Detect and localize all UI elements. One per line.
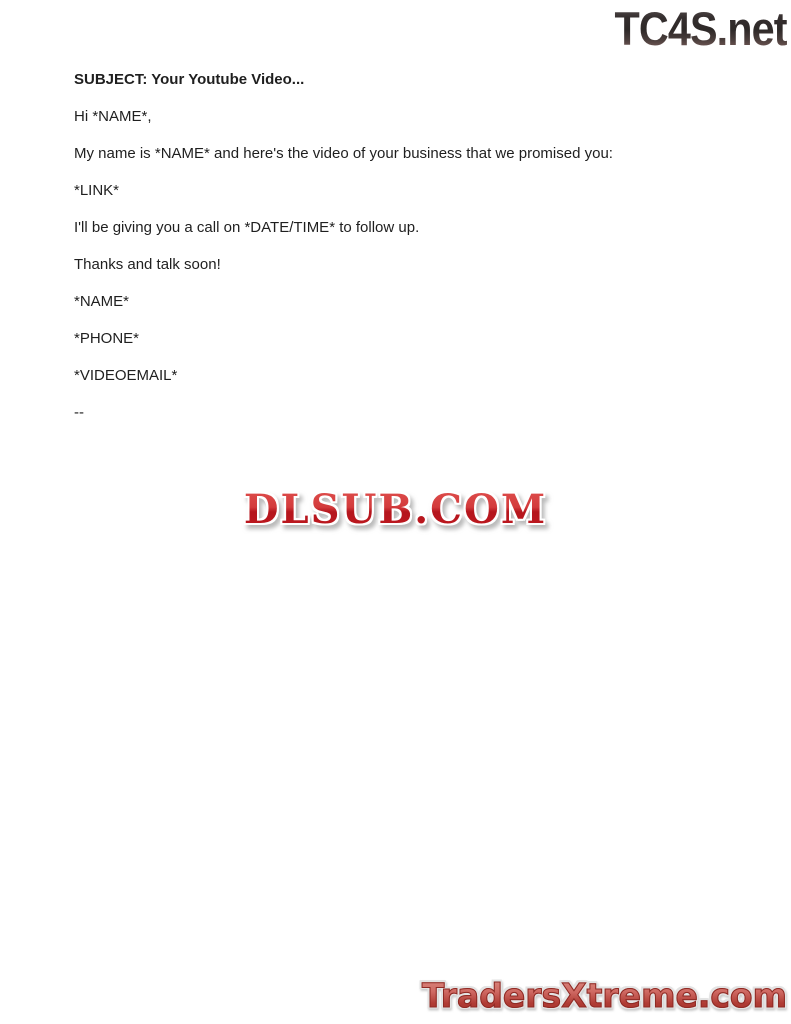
email-intro: My name is *NAME* and here's the video of your business that we promised you: xyxy=(74,145,613,162)
tc4s-header-logo: TC4S.net xyxy=(614,2,787,55)
signature-phone: *PHONE* xyxy=(74,330,140,347)
tradersxtreme-footer-logo: TradersXtreme.com xyxy=(421,976,787,1015)
email-followup: I'll be giving you a call on *DATE/TIME* to follow up. xyxy=(74,219,420,236)
dlsub-watermark-logo: DLSUB.COM xyxy=(243,486,548,533)
email-template-text xyxy=(74,70,694,440)
signature-videoemail: *VIDEOEMAIL* xyxy=(74,367,178,384)
email-signature-block xyxy=(74,255,694,385)
email-divider: -- xyxy=(74,404,84,421)
email-link-placeholder: *LINK* xyxy=(74,182,120,199)
signature-name: *NAME* xyxy=(74,293,130,310)
email-subject-line: SUBJECT: Your Youtube Video... xyxy=(74,71,305,88)
email-closing: Thanks and talk soon! xyxy=(74,256,221,273)
email-greeting: Hi *NAME*, xyxy=(74,108,152,125)
